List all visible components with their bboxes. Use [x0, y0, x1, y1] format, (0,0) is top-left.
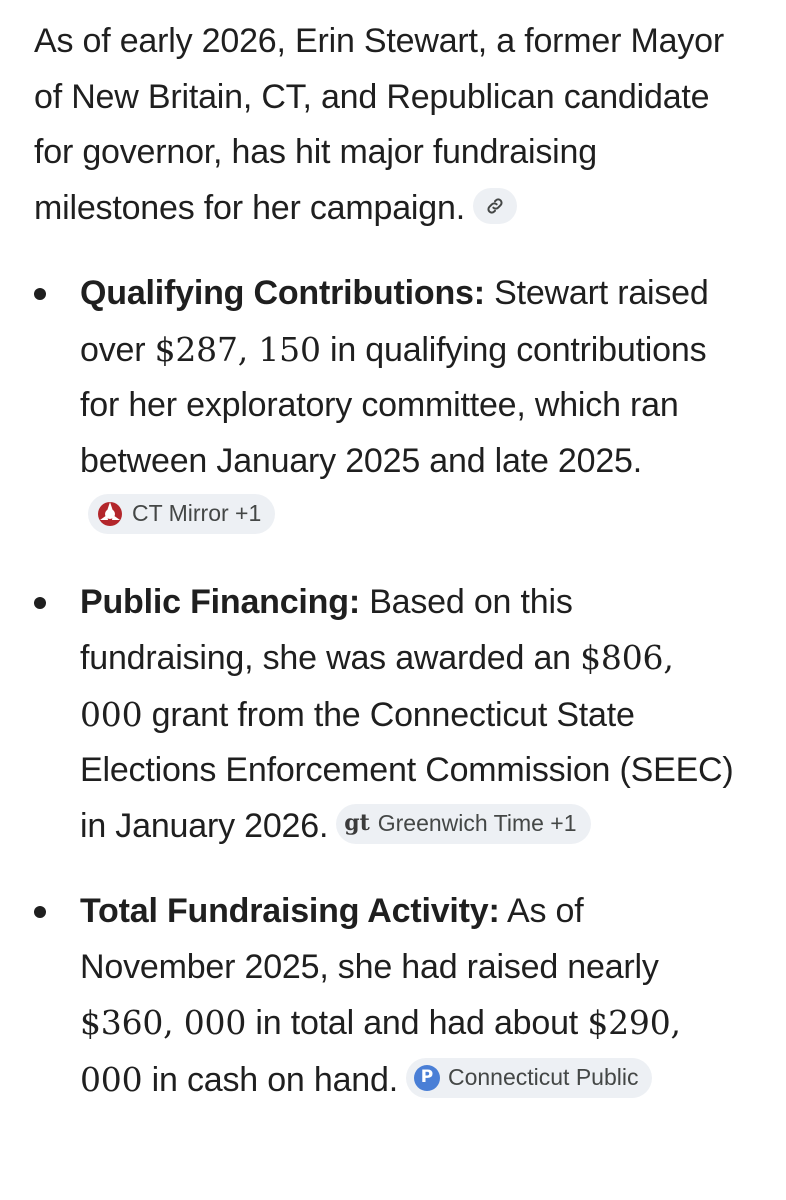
source-chip-ct-mirror[interactable] — [88, 494, 275, 534]
item-text: in total and had about — [246, 1004, 588, 1042]
item-label: Total Fundraising Activity: — [80, 892, 500, 930]
item-label: Public Financing: — [80, 582, 360, 621]
item-text: As of November 2025, she had raised nearly — [80, 892, 659, 986]
item-text: Stewart raised over — [80, 274, 709, 369]
item-text: in qualifying contributions for her exploratory committee, which ran between January 2025 and late 2025. — [80, 330, 707, 480]
milestones-list — [34, 266, 746, 1108]
intro-text: As of early 2026, Erin Stewart, a former Mayor of New Britain, CT, and Republican candidate for governor, has hit major fundraising milestones for her campaign. — [34, 22, 724, 227]
bullet-dot — [34, 288, 46, 300]
source-chip-connecticut-public[interactable] — [406, 1058, 653, 1098]
source-link-chip[interactable] — [473, 188, 517, 224]
list-item-total-fundraising — [34, 884, 746, 1108]
item-label: Qualifying Contributions: — [80, 274, 485, 312]
list-item-public-financing — [34, 575, 746, 855]
money-value: $287, 150 — [154, 329, 321, 369]
source-chip-label: Connecticut Public — [447, 1063, 639, 1090]
money-value: $290, 000 — [80, 1003, 681, 1099]
source-chip-label: CT Mirror +1 — [132, 500, 262, 527]
ct-mirror-logo-icon — [96, 500, 124, 528]
list-item-qualifying-contributions — [34, 266, 746, 545]
intro-paragraph — [34, 14, 746, 236]
source-chip-label: Greenwich Time +1 — [377, 809, 577, 836]
item-text: grant from the Connecticut State Elections Enforcement Commission (SEEC) in January 2026. — [80, 695, 734, 845]
greenwich-time-logo-icon: gt — [344, 809, 370, 836]
connecticut-public-logo-icon: P — [414, 1065, 440, 1091]
link-icon — [485, 196, 505, 216]
source-chip-greenwich-time[interactable] — [336, 804, 590, 844]
money-value: $806, 000 — [80, 638, 674, 734]
item-text: in cash on hand. — [142, 1060, 398, 1099]
bullet-dot — [34, 906, 46, 918]
item-text: Based on this fundraising, she was awarded an — [80, 582, 581, 677]
money-value: $360, 000 — [80, 1003, 247, 1042]
bullet-dot — [34, 597, 46, 609]
